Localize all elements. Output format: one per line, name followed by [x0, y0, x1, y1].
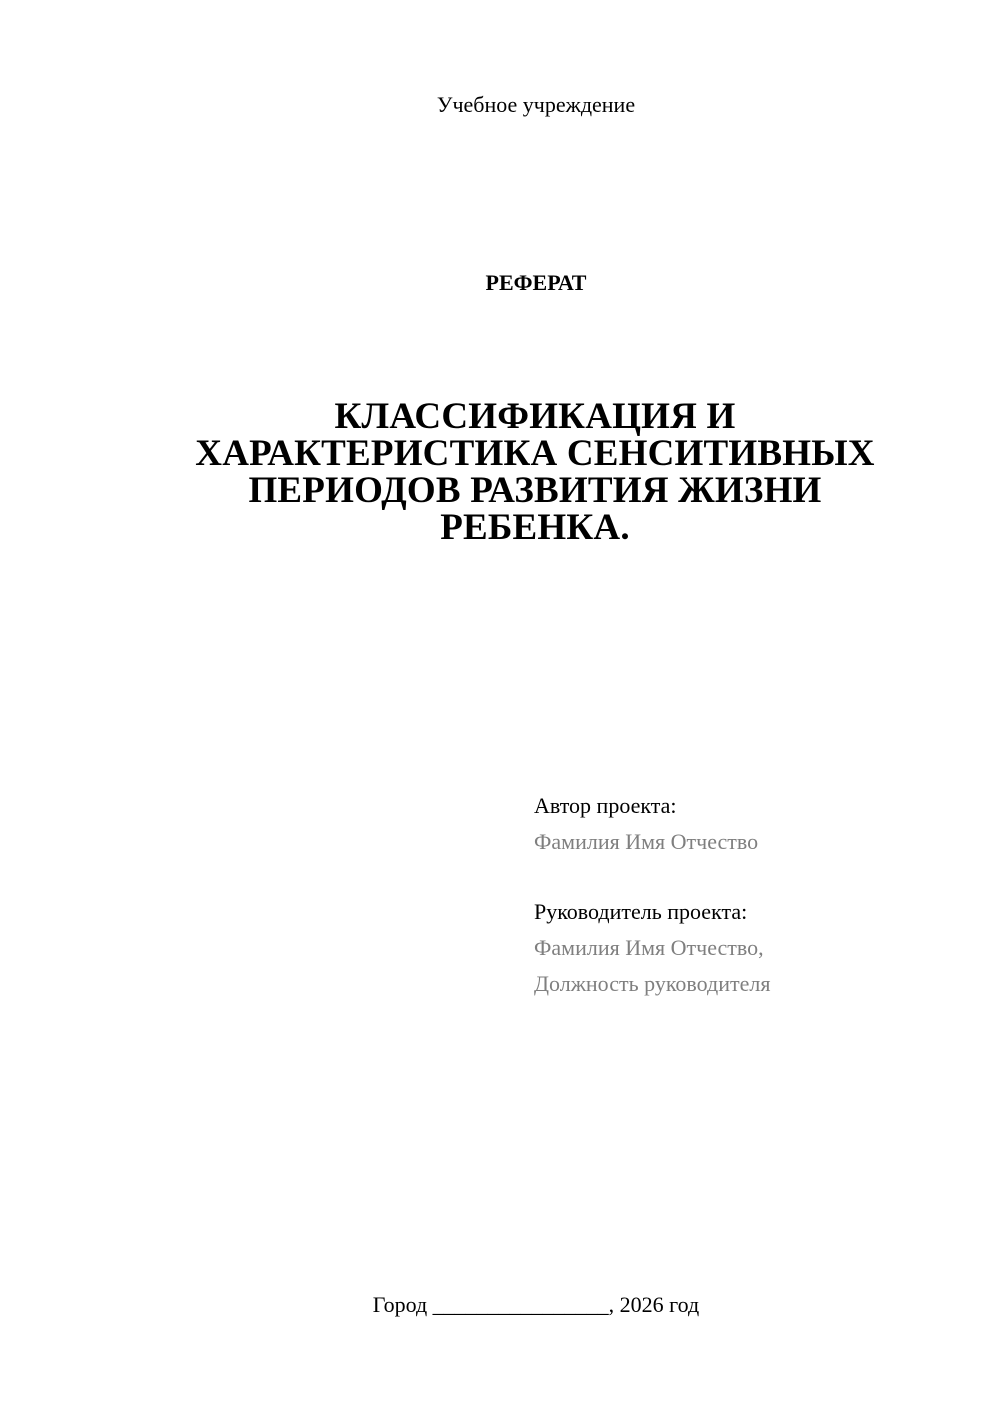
title-line: РЕБЕНКА.	[440, 507, 630, 548]
author-name: Фамилия Имя Отчество	[534, 829, 759, 854]
supervisor-label: Руководитель проекта:	[534, 899, 748, 924]
title-line: ПЕРИОДОВ РАЗВИТИЯ ЖИЗНИ	[248, 470, 822, 511]
document-title	[150, 398, 920, 546]
title-line: КЛАССИФИКАЦИЯ И	[334, 396, 736, 437]
city-year-line: Город ________________, 2026 год	[372, 1292, 700, 1317]
credits-block	[534, 788, 974, 1002]
title-line: ХАРАКТЕРИСТИКА СЕНСИТИВНЫХ	[195, 433, 875, 474]
author-label: Автор проекта:	[534, 793, 677, 818]
supervisor-position: Должность руководителя	[534, 971, 771, 996]
institution-name: Учебное учреждение	[436, 92, 636, 117]
document-type: РЕФЕРАТ	[485, 270, 587, 295]
supervisor-name: Фамилия Имя Отчество,	[534, 935, 764, 960]
spacer	[534, 860, 974, 894]
